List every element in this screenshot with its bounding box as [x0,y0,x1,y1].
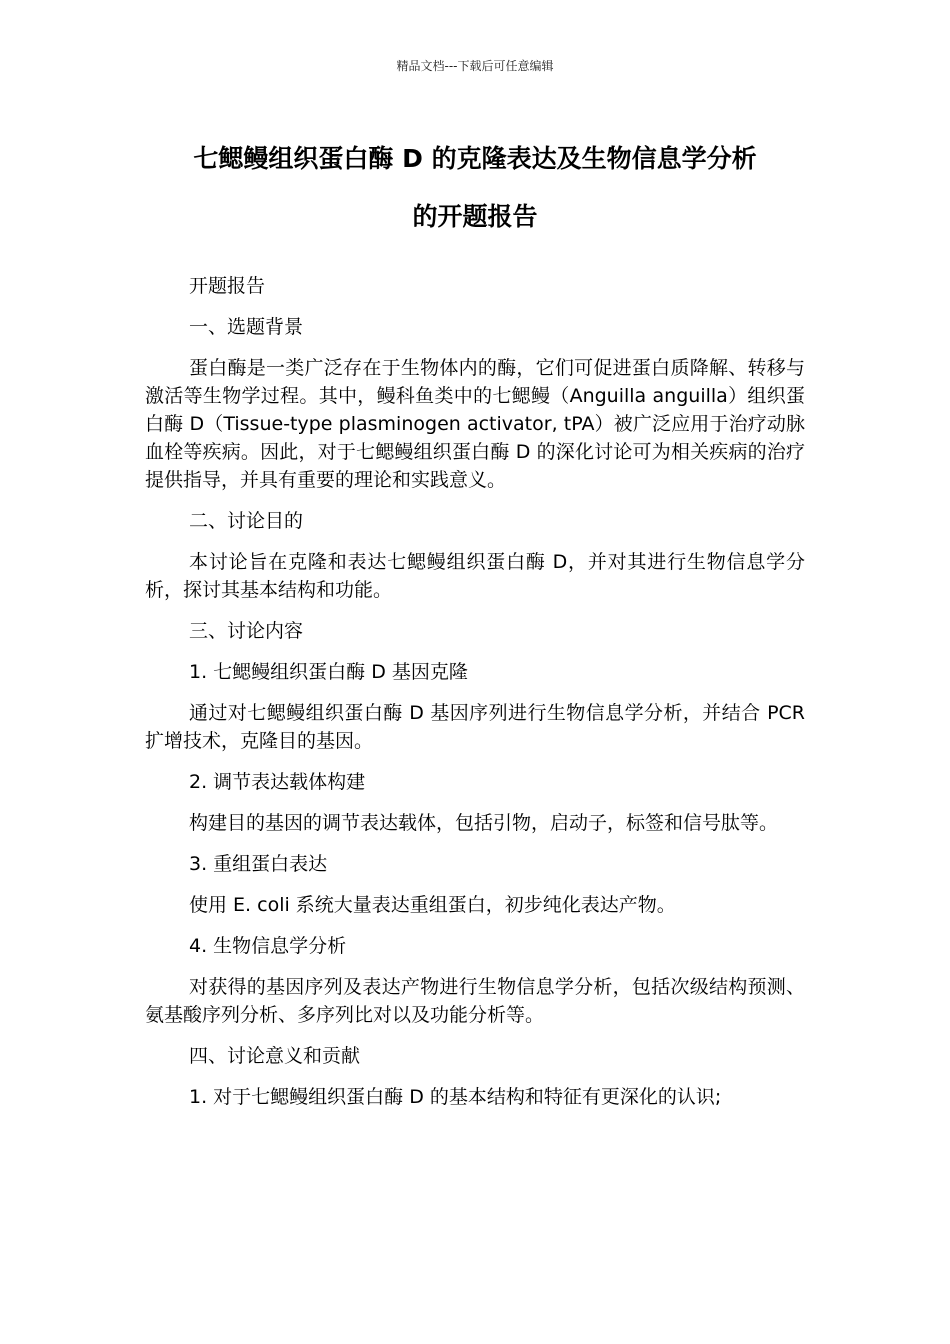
section-heading: 一、选题背景 [189,316,304,338]
body-paragraph: 构建目的基因的调节表达载体，包括引物，启动子，标签和信号肽等。 [189,812,779,834]
body-paragraph: 通过对七鳃鳗组织蛋白酶 D 基因序列进行生物信息学分析，并结合 PCR 扩增技术，克隆目的基因。 [145,702,805,752]
section-heading: 四、讨论意义和贡献 [189,1045,361,1067]
document-body [145,272,805,1124]
body-paragraph: 使用 E. coli 系统大量表达重组蛋白，初步纯化表达产物。 [189,894,676,916]
document-title [140,130,810,246]
body-paragraph: 对获得的基因序列及表达产物进行生物信息学分析，包括次级结构预测、氨基酸序列分析、多序列比对以及功能分析等。 [145,976,805,1026]
title-line-1: 七鳃鳗组织蛋白酶 D 的克隆表达及生物信息学分析 [193,144,757,173]
report-label: 开题报告 [189,275,266,297]
body-paragraph: 本讨论旨在克隆和表达七鳃鳗组织蛋白酶 D，并对其进行生物信息学分析，探讨其基本结构和功能。 [145,551,805,601]
subsection-heading: 1. 七鳃鳗组织蛋白酶 D 基因克隆 [189,661,468,683]
subsection-heading: 2. 调节表达载体构建 [189,771,366,793]
body-paragraph: 蛋白酶是一类广泛存在于生物体内的酶，它们可促进蛋白质降解、转移与激活等生物学过程。其中，鳗科鱼类中的七鳃鳗（Anguilla anguilla）组织蛋白酶 D（Tissue-type plasminogen activator, tPA）被广泛应用于治疗动脉血栓等疾病。因此，对于七鳃鳗组织蛋白酶 D 的深化讨论可为相关疾病的治疗提供指导，并具有重要的理论和实践意义。 [145,357,805,491]
header-note: 精品文档---下载后可任意编辑 [396,59,554,73]
subsection-heading: 3. 重组蛋白表达 [189,853,328,875]
subsection-heading: 4. 生物信息学分析 [189,935,347,957]
section-heading: 二、讨论目的 [189,510,304,532]
section-heading: 三、讨论内容 [189,620,304,642]
list-item: 1. 对于七鳃鳗组织蛋白酶 D 的基本结构和特征有更深化的认识; [189,1086,722,1108]
title-line-2: 的开题报告 [412,202,538,231]
